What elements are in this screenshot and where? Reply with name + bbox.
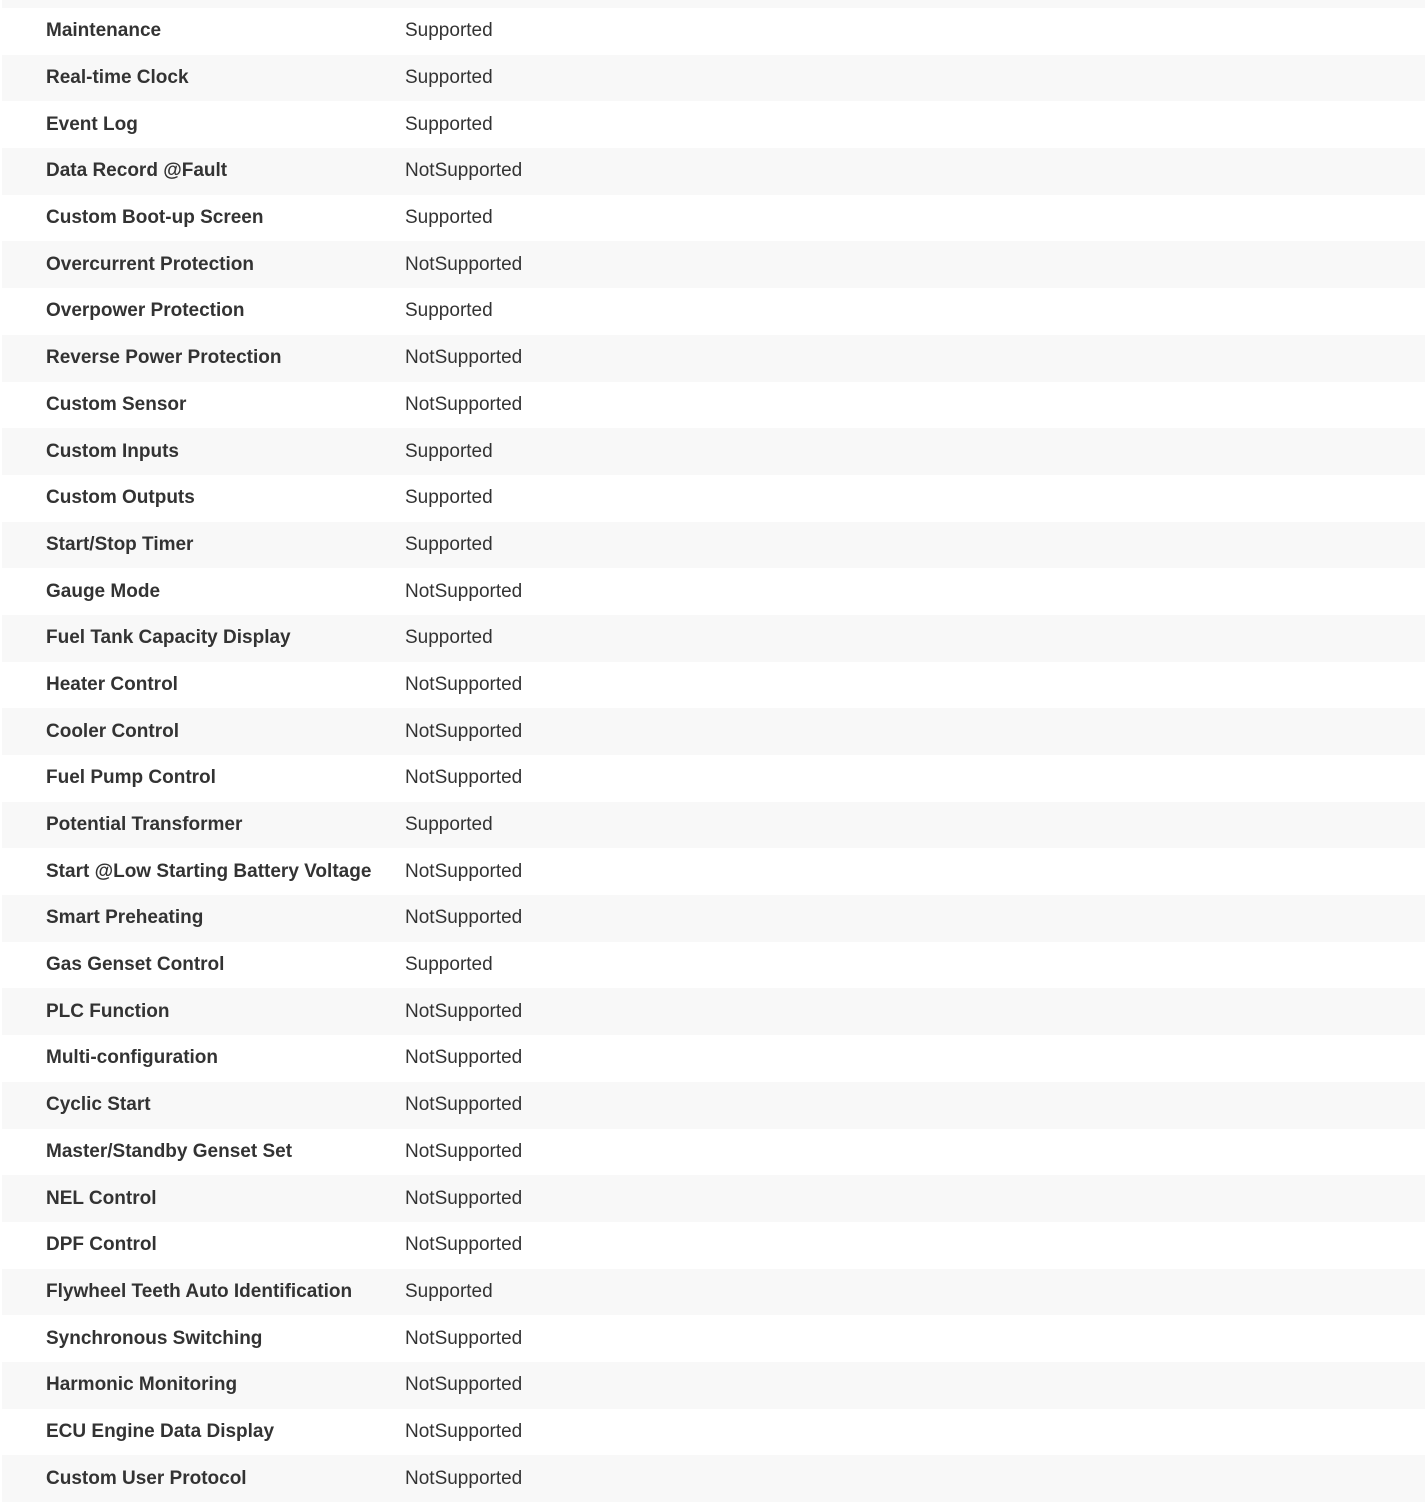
- table-row: [2, 288, 1425, 335]
- feature-support-table: [2, 8, 1425, 1502]
- feature-name: PLC Function: [2, 988, 405, 1035]
- feature-name: Custom Boot-up Screen: [2, 195, 405, 242]
- table-row: [2, 1362, 1425, 1409]
- feature-name: Start @Low Starting Battery Voltage: [2, 848, 405, 895]
- table-row: [2, 568, 1425, 615]
- feature-status: Supported: [405, 522, 1425, 569]
- feature-name: Fuel Tank Capacity Display: [2, 615, 405, 662]
- table-row: [2, 382, 1425, 429]
- feature-name: Cyclic Start: [2, 1082, 405, 1129]
- table-row: [2, 475, 1425, 522]
- feature-name: Fuel Pump Control: [2, 755, 405, 802]
- table-row: [2, 615, 1425, 662]
- table-row: [2, 8, 1425, 55]
- feature-status: NotSupported: [405, 755, 1425, 802]
- feature-name: Maintenance: [2, 8, 405, 55]
- table-row: [2, 1455, 1425, 1502]
- feature-status: NotSupported: [405, 1315, 1425, 1362]
- feature-status: NotSupported: [405, 241, 1425, 288]
- feature-status: NotSupported: [405, 335, 1425, 382]
- table-row: [2, 1035, 1425, 1082]
- feature-status: Supported: [405, 615, 1425, 662]
- feature-status: NotSupported: [405, 662, 1425, 709]
- feature-name: Event Log: [2, 101, 405, 148]
- table-row: [2, 848, 1425, 895]
- feature-status: NotSupported: [405, 1409, 1425, 1456]
- feature-status: Supported: [405, 1269, 1425, 1316]
- feature-name: ECU Engine Data Display: [2, 1409, 405, 1456]
- feature-name: Real-time Clock: [2, 55, 405, 102]
- feature-name: Custom Outputs: [2, 475, 405, 522]
- feature-status: NotSupported: [405, 1082, 1425, 1129]
- feature-name: Gauge Mode: [2, 568, 405, 615]
- table-row: [2, 148, 1425, 195]
- feature-name: NEL Control: [2, 1175, 405, 1222]
- feature-status: Supported: [405, 55, 1425, 102]
- table-top-strip: [2, 0, 1425, 8]
- feature-name: Harmonic Monitoring: [2, 1362, 405, 1409]
- feature-status: Supported: [405, 428, 1425, 475]
- table-row: [2, 241, 1425, 288]
- table-row: [2, 1269, 1425, 1316]
- table-row: [2, 428, 1425, 475]
- feature-status: NotSupported: [405, 848, 1425, 895]
- table-row: [2, 101, 1425, 148]
- feature-status: Supported: [405, 8, 1425, 55]
- table-row: [2, 335, 1425, 382]
- feature-name: Gas Genset Control: [2, 942, 405, 989]
- feature-status: Supported: [405, 288, 1425, 335]
- table-row: [2, 55, 1425, 102]
- feature-status: NotSupported: [405, 1455, 1425, 1502]
- feature-name: DPF Control: [2, 1222, 405, 1269]
- feature-status: NotSupported: [405, 382, 1425, 429]
- table-row: [2, 1082, 1425, 1129]
- feature-name: Custom Inputs: [2, 428, 405, 475]
- feature-name: Reverse Power Protection: [2, 335, 405, 382]
- feature-name: Data Record @Fault: [2, 148, 405, 195]
- feature-name: Cooler Control: [2, 708, 405, 755]
- table-row: [2, 1222, 1425, 1269]
- table-row: [2, 1409, 1425, 1456]
- table-row: [2, 802, 1425, 849]
- feature-status: Supported: [405, 101, 1425, 148]
- feature-name: Master/Standby Genset Set: [2, 1129, 405, 1176]
- feature-name: Start/Stop Timer: [2, 522, 405, 569]
- table-row: [2, 988, 1425, 1035]
- feature-status: Supported: [405, 475, 1425, 522]
- feature-table-body: [2, 8, 1425, 1502]
- feature-name: Overcurrent Protection: [2, 241, 405, 288]
- table-row: [2, 195, 1425, 242]
- table-row: [2, 755, 1425, 802]
- feature-status: NotSupported: [405, 1035, 1425, 1082]
- feature-status: NotSupported: [405, 988, 1425, 1035]
- table-row: [2, 942, 1425, 989]
- feature-name: Overpower Protection: [2, 288, 405, 335]
- feature-status: NotSupported: [405, 1362, 1425, 1409]
- feature-status: NotSupported: [405, 708, 1425, 755]
- table-row: [2, 1315, 1425, 1362]
- feature-name: Potential Transformer: [2, 802, 405, 849]
- table-row: [2, 1175, 1425, 1222]
- feature-status: NotSupported: [405, 1175, 1425, 1222]
- table-row: [2, 708, 1425, 755]
- feature-name: Heater Control: [2, 662, 405, 709]
- feature-status: Supported: [405, 942, 1425, 989]
- feature-name: Multi-configuration: [2, 1035, 405, 1082]
- feature-status: NotSupported: [405, 1129, 1425, 1176]
- feature-name: Flywheel Teeth Auto Identification: [2, 1269, 405, 1316]
- feature-status: Supported: [405, 195, 1425, 242]
- table-row: [2, 522, 1425, 569]
- table-row: [2, 1129, 1425, 1176]
- table-row: [2, 895, 1425, 942]
- feature-name: Smart Preheating: [2, 895, 405, 942]
- feature-name: Custom User Protocol: [2, 1455, 405, 1502]
- feature-name: Synchronous Switching: [2, 1315, 405, 1362]
- feature-status: NotSupported: [405, 568, 1425, 615]
- feature-status: Supported: [405, 802, 1425, 849]
- feature-name: Custom Sensor: [2, 382, 405, 429]
- feature-status: NotSupported: [405, 1222, 1425, 1269]
- table-row: [2, 662, 1425, 709]
- feature-status: NotSupported: [405, 895, 1425, 942]
- feature-status: NotSupported: [405, 148, 1425, 195]
